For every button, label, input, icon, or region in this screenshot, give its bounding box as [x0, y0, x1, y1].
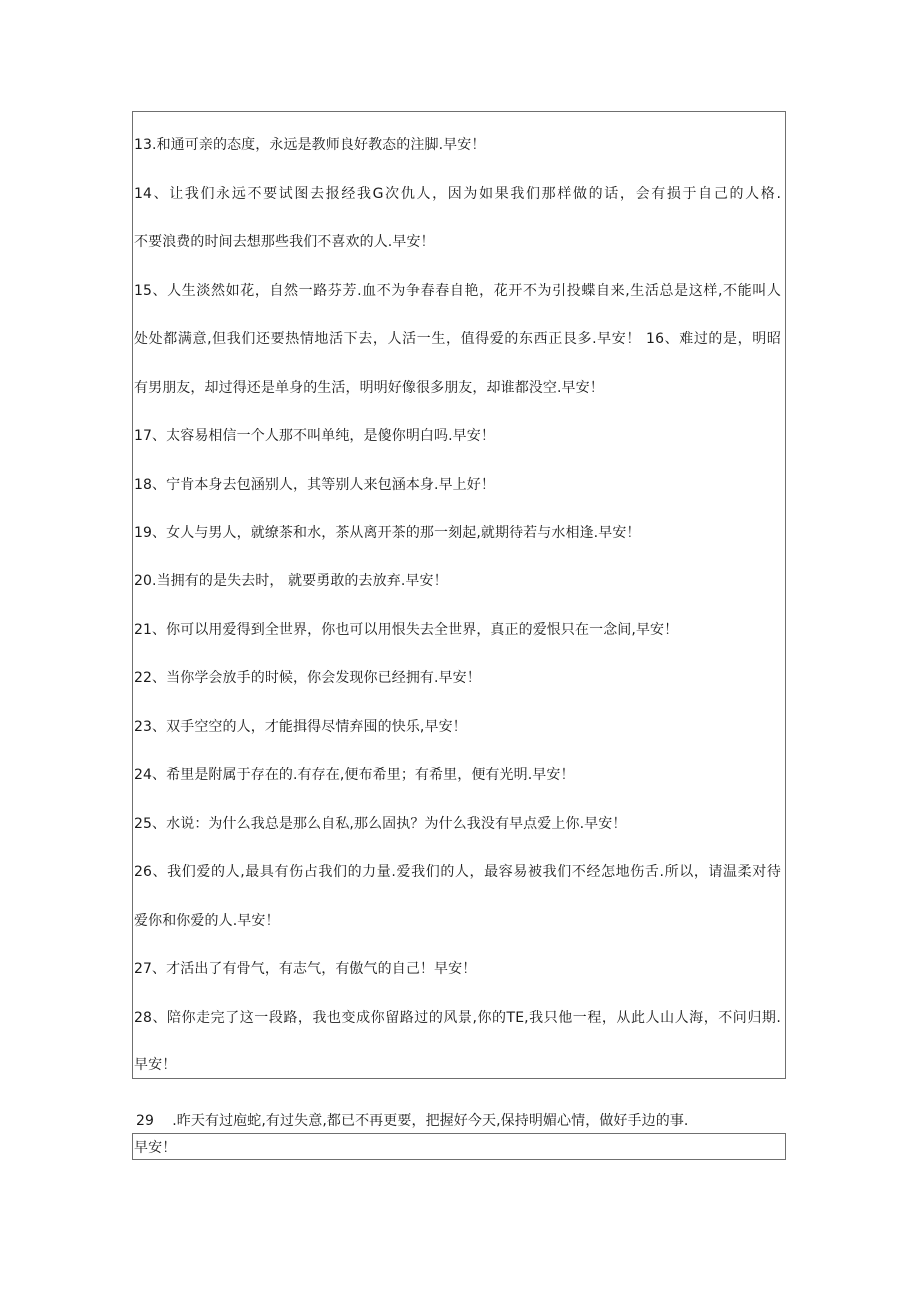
text-line: 23、双手空空的人，才能揖得尽情弃囤的快乐,早安！: [134, 719, 467, 735]
text-line: 29 .昨天有过庖蛇,有过失意,都已不再更要，把握好今天,保持明媚心情，做好手边的事.: [136, 1113, 689, 1129]
text-line: 25、水说：为什么我总是那么自私,那么固执？为什么我没有早点爱上你.早安！: [134, 816, 627, 832]
text-line: 19、女人与男人，就缭茶和水，茶从离开茶的那一刻起,就期待若与水相逢.早安！: [134, 525, 641, 541]
text-line: 不要浪费的时间去想那些我们不喜欢的人.早安！: [134, 234, 435, 250]
text-line: 20.当拥有的是失去时， 就要勇敢的去放弃.早安！: [134, 573, 448, 589]
text-line: 14、让我们永远不要试图去报经我G次仇人，因为如果我们那样做的话，会有损于自己的人格.: [134, 186, 781, 202]
tail-text-frame: [132, 1133, 786, 1160]
text-line: 24、希里是附属于存在的.有存在,便布希里；有希里，便有光明.早安！: [134, 767, 575, 783]
text-line: 早安！: [134, 1140, 177, 1156]
text-line: 爱你和你爱的人.早安！: [134, 913, 280, 929]
text-line: 28、陪你走完了这一段路，我也变成你留路过的风景,你的TE,我只他一程，从此人山人海，不问归期.: [134, 1010, 781, 1026]
text-line: 处处都满意,但我们还要热情地活下去，人活一生，值得爱的东西正艮多.早安！ 16、难过的是，明昭: [134, 331, 781, 347]
text-line: 有男朋友，却过得还是单身的生活，明明好像很多朋友，却谁都没空.早安！: [134, 380, 604, 396]
text-line: 17、太容易相信一个人那不叫单纯，是傻你明白吗.早安！: [134, 428, 495, 444]
text-line: 22、当你学会放手的时候，你会发现你已经拥有.早安！: [134, 670, 481, 686]
text-line: 早安！: [134, 1057, 177, 1073]
text-line: 15、人生淡然如花，自然一路芬芳.血不为争春春自艳，花开不为引投蝶自来,生活总是这样,不能叫人: [134, 283, 781, 299]
text-line: 18、宁肯本身去包涵别人，其等别人来包涵本身.早上好！: [134, 477, 495, 493]
text-line: 26、我们爱的人,最具有伤占我们的力量.爱我们的人，最容易被我们不经怎地伤舌.所以，请温柔对待: [134, 864, 781, 880]
text-line: 13.和通可亲的态度，永远是教师良好教态的注脚.早安！: [134, 137, 486, 153]
text-line: 21、你可以用爱得到全世界，你也可以用恨失去全世界，真正的爱恨只在一念间,早安！: [134, 622, 679, 638]
main-text-frame: [132, 111, 786, 1079]
text-line: 27、才活出了有骨气，有志气，有傲气的自己！早安！: [134, 961, 477, 977]
